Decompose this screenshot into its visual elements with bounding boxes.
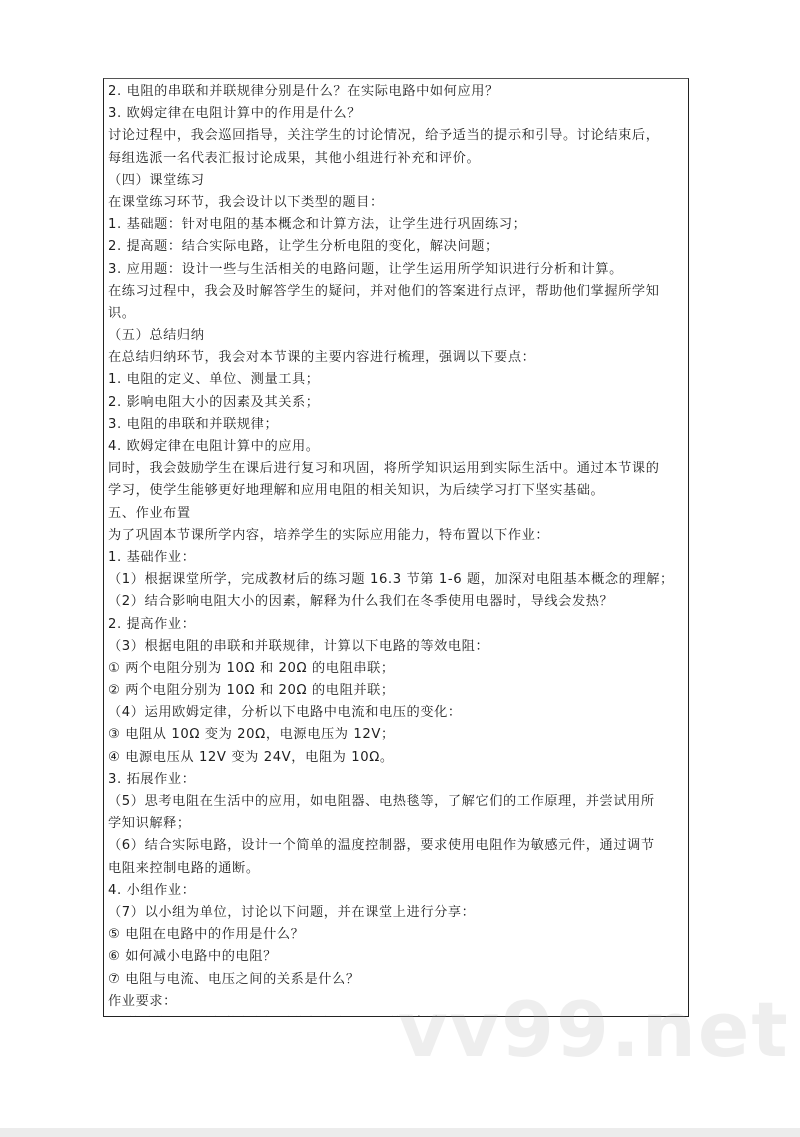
text-line: 2. 电阻的串联和并联规律分别是什么？在实际电路中如何应用？	[108, 84, 499, 99]
text-line: ⑤ 电阻在电路中的作用是什么？	[108, 927, 305, 943]
text-line: 在总结归纳环节，我会对本节课的主要内容进行梳理，强调以下要点：	[108, 350, 536, 366]
text-line: ① 两个电阻分别为 10Ω 和 20Ω 的电阻串联；	[108, 660, 395, 676]
text-line: 每组选派一名代表汇报讨论成果，其他小组进行补充和评价。	[108, 150, 481, 166]
text-line: （2）结合影响电阻大小的因素，解释为什么我们在冬季使用电器时，导线会发热？	[108, 594, 614, 610]
text-line: 学习，使学生能够更好地理解和应用电阻的相关知识，为后续学习打下坚实基础。	[108, 483, 605, 499]
text-line: ② 两个电阻分别为 10Ω 和 20Ω 的电阻并联；	[108, 683, 395, 699]
text-line: 作业要求：	[108, 993, 177, 1009]
text-line: ④ 电源电压从 12V 变为 24V，电阻为 10Ω。	[108, 749, 394, 765]
text-line: ⑥ 如何减小电路中的电阻？	[108, 949, 277, 965]
text-line: （3）根据电阻的串联和并联规律，计算以下电路的等效电阻：	[108, 638, 490, 654]
text-line: 在练习过程中，我会及时解答学生的疑问，并对他们的答案进行点评，帮助他们掌握所学知	[108, 283, 660, 299]
text-line: （7）以小组为单位，讨论以下问题，并在课堂上进行分享：	[108, 904, 476, 920]
text-line: 3. 拓展作业：	[108, 771, 196, 787]
text-line: （4）运用欧姆定律，分析以下电路中电流和电压的变化：	[108, 705, 462, 721]
text-line: （1）根据课堂所学，完成教材后的练习题 16.3 节第 1-6 题，加深对电阻基本概念的理解；	[108, 572, 674, 588]
text-line: 1. 电阻的定义、单位、测量工具；	[108, 372, 320, 388]
text-line: 同时，我会鼓励学生在课后进行复习和巩固，将所学知识运用到实际生活中。通过本节课的	[108, 461, 660, 477]
text-line: 3. 应用题：设计一些与生活相关的电路问题，让学生运用所学知识进行分析和计算。	[108, 261, 623, 277]
text-line: 4. 欧姆定律在电阻计算中的应用。	[108, 439, 320, 454]
text-line: （五）总结归纳	[108, 328, 205, 344]
text-line: （6）结合实际电路，设计一个简单的温度控制器，要求使用电阻作为敏感元件，通过调节	[108, 838, 655, 854]
text-line: 3. 电阻的串联和并联规律；	[108, 416, 279, 432]
text-line: 五、作业布置	[108, 505, 191, 521]
watermark: vv99.net	[398, 985, 790, 1074]
text-body	[108, 81, 684, 1017]
text-line: 3. 欧姆定律在电阻计算中的作用是什么？	[108, 106, 361, 122]
text-line: ③ 电阻从 10Ω 变为 20Ω，电源电压为 12V；	[108, 727, 395, 743]
text-line: 电阻来控制电路的通断。	[108, 860, 260, 876]
page-bottom-strip	[0, 1128, 800, 1137]
text-line: 在课堂练习环节，我会设计以下类型的题目：	[108, 194, 384, 210]
text-line: 4. 小组作业：	[108, 882, 196, 898]
text-line: 1. 基础题：针对电阻的基本概念和计算方法，让学生进行巩固练习；	[108, 217, 527, 233]
text-line: 2. 提高题：结合实际电路，让学生分析电阻的变化，解决问题；	[108, 239, 499, 255]
text-line: （四）课堂练习	[108, 172, 205, 188]
text-line: 识。	[108, 305, 136, 321]
text-line: （5）思考电阻在生活中的应用，如电阻器、电热毯等，了解它们的工作原理，并尝试用所	[108, 794, 655, 809]
text-line: 为了巩固本节课所学内容，培养学生的实际应用能力，特布置以下作业：	[108, 527, 550, 543]
text-line: 学知识解释；	[108, 816, 191, 832]
content-table-cell	[103, 78, 689, 1017]
text-line: 1. 基础作业：	[108, 549, 196, 565]
text-line: 2. 影响电阻大小的因素及其关系；	[108, 394, 320, 410]
text-line: 讨论过程中，我会巡回指导，关注学生的讨论情况，给予适当的提示和引导。讨论结束后，	[108, 128, 660, 144]
text-line: 2. 提高作业：	[108, 616, 196, 632]
text-line: ⑦ 电阻与电流、电压之间的关系是什么？	[108, 971, 360, 987]
